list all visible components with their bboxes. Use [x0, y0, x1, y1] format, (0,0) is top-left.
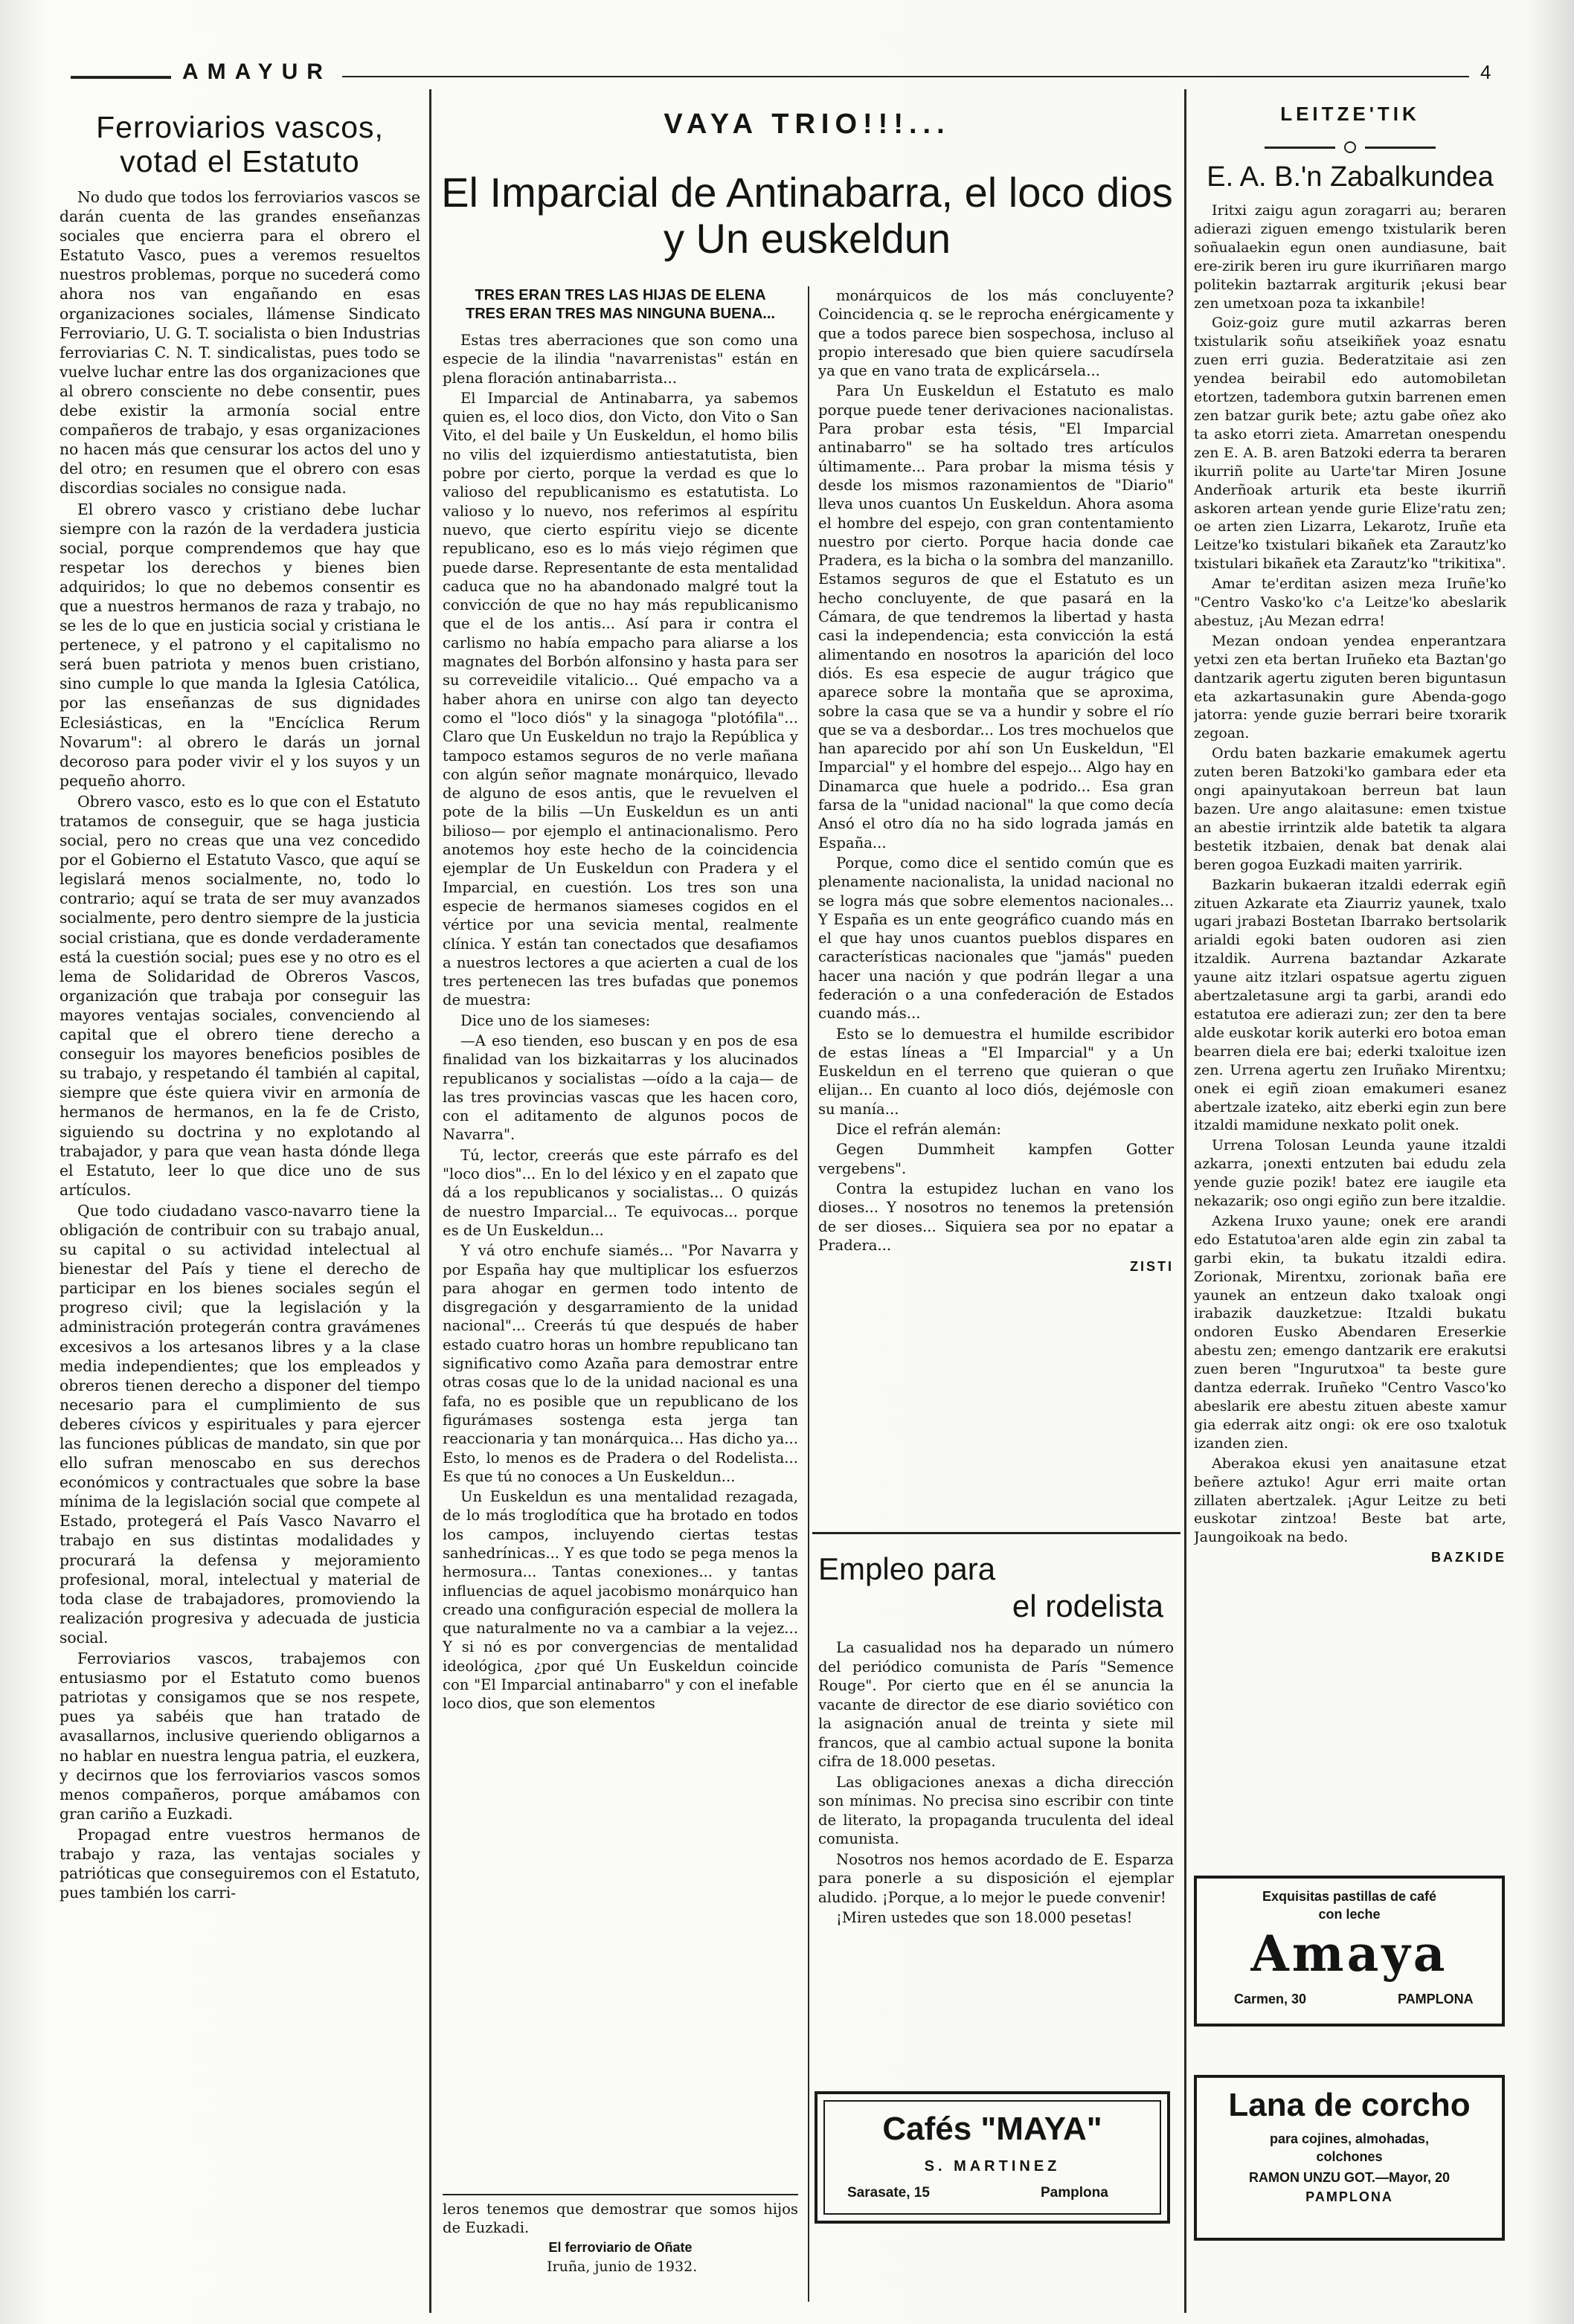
right-paragraph: Bazkarin bukaeran itzaldi ederrak egiñ zituen Azkarate eta Ziaurriz yaunek, txalo ugari jrabazi Bostetan Ibarrako bertsolarik arialdi egoki baten oudoren asi zien itzaldik. Aurrena baztandar Azkarate yaune aitz itzlari ospatsue agertu ziguen abertzaletasune argi ta garbi, arandi edo estatutoa ere adierazi zun; zer den ta bere alde euskotar korik auterki ero botoa eman bearren diela ere bai; ederki txaloitue izen zen. Urrena agertu zen Iruñako Mirentxu; onek ei egiñ zioan emakumeri esanez abertzale izateko, aitz eberki egin zun bere itzaldi mamidune nexkato polit onek.	[1194, 876, 1506, 1134]
column-rule-1	[429, 89, 431, 2313]
right-paragraph: Aberakoa ekusi yen anaitasune etzat beñere aztuko! Agur erri maite ortan zillaten abertzalek. ¡Agur Leitze zu beti euskotar zintzoa! Beste bat arte, Jaungoikoak na bedo.	[1194, 1455, 1506, 1546]
amaya-brand: Amaya	[1250, 1925, 1448, 1983]
middle-paragraph: Esto se lo demuestra el humilde escribidor de estas líneas a "El Imparcial" y a Un Euskeldun en el terreno que quieran o que elijan... En cuanto al loco diós, dejémosle con su manía...	[818, 1025, 1174, 1118]
ad-cafes-maya	[815, 2091, 1170, 2224]
ornament-rule-left	[1265, 147, 1335, 149]
middle-paragraph: Contra la estupidez luchan en vano los dioses... Y nosotros no tenemos la pretensión de ser dioses... Siquiera sea por no epatar a Pradera...	[818, 1179, 1174, 1254]
empleo-title-line2: el rodelista	[1012, 1589, 1163, 1623]
empleo-article	[818, 1551, 1174, 2071]
right-header: LEITZE'TIK	[1280, 103, 1420, 125]
middle-paragraph: Gegen Dummheit kampfen Gotter vergebens".	[818, 1141, 1174, 1177]
middle-article-col2	[818, 286, 1174, 1525]
right-article-title: E. A. B.'n Zabalkundea	[1207, 161, 1494, 193]
right-paragraph: Iritxi zaigu agun zoragarri au; beraren adierazi ziguen emengo txistularik beren soñualaekin egun onen aundiasune, bait ere-zirik beren iru gure ikurriñaren margo politekin baztarrak argiturik ¡ekusi bear zen umetxoan poza ta ixkanbile!	[1194, 202, 1506, 312]
middle-headline: El Imparcial de Antinabarra, el loco dios y Un euskeldun	[441, 169, 1173, 262]
masthead	[71, 59, 1499, 89]
left-article	[60, 110, 420, 2311]
ornament-rule-right	[1365, 147, 1436, 149]
right-paragraph: Urrena Tolosan Leunda yaune itzaldi azkarra, ¡onexti entzuten bai edudu zela yende guzie pozik! batez ere iaugile eta nekazarik; oso ongi egiño zun bere itzaldie.	[1194, 1137, 1506, 1210]
middle-paragraph: Para Un Euskeldun el Estatuto es malo porque puede tener derivaciones nacionalistas. Para probar esta tésis, "El Imparcial antinabarro" se ha soltado tres artículos últimamente... Para probar la misma tésis y desde los mismos razonamientos de "Diario" lleva unos cuantos Un Euskeldun. Ahora asoma el hombre del espejo, con gran contentamiento nuestro por cierto. Porque hacia donde cae Pradera, es la bicha o la sombra del manzanillo. Estamos seguros de que el Estatuto es un hecho concluyente, de que pasará en la Cámara, de que tendremos la libertad y hasta casi la independencia; esta convicción la está alimentando en nosotros la aparición del loco diós. Es esa especie de augur trágico que aparece sobre la montaña que se aproxima, sobre la casa que se va a hundir y sobre el río que se va a desbordar... Los tres mochuelos que han aparecido por ahí son Un Euskeldun, "El Imparcial" y el hombre del espejo... Algo hay en Dinamarca que huele a podrido... Esa gran farsa de la "unidad nacional" la que como decía Ansó el otro día no ha sido lograda jamás en España...	[818, 382, 1174, 852]
right-article-body	[1194, 202, 1506, 1547]
empleo-paragraph: Las obligaciones anexas a dicha dirección son mínimas. No precisa sino escribir con tinte de literato, la propaganda truculenta del ideal comunista.	[818, 1773, 1174, 1847]
empleo-paragraph: Nosotros nos hemos acordado de E. Esparza para ponerle a su disposición el ejemplar aludido. ¡Porque, a lo mejor le puede convenir!	[818, 1850, 1174, 1906]
left-article-body	[60, 187, 420, 1902]
column-rule-2	[1184, 89, 1186, 2313]
tail-text: leros tenemos que demostrar que somos hijos de Euzkadi.	[443, 2201, 798, 2236]
empleo-title-line1: Empleo para	[818, 1551, 996, 1586]
middle-col1-body	[443, 331, 798, 1713]
right-paragraph: Azkena Iruxo yaune; onek ere arandi edo Estatutoa'aren alde egin zin zabal ta garbi ekin, ta bukatu itzaldi edira. Zorionak, Mirentxu, zorionak baña ere yaunek an entzeun dako txaloak ongi irabazik dauzketzue: Itzaldi bukatu ondoren Eusko Abendaren Ereserkie abestu zen; emengo dantzarik ere erakutsi zuen beren "Ingurutxoa" ta beste gure dantza ederrak. Iruñeko "Centro Vasco'ko abeslarik ere abestu zituen abeste xamur gia ederrak aitz ongi: ok ere oso txalotuk izanden zien.	[1194, 1212, 1506, 1452]
ferroviarios-tail	[443, 2194, 798, 2315]
middle-paragraph: —A eso tienden, eso buscan y en pos de esa finalidad van los bizkaitarras y los alucinados republicanos y socialistas —oído a la caja— de las tres provincias vascas que les hacen coro, con el aditamento de algunos pocos de Navarra".	[443, 1031, 798, 1144]
middle-paragraph: El Imparcial de Antinabarra, ya sabemos quien es, el loco dios, don Victo, don Vito o San Vito, el del baile y Un Euskeldun, el homo bilis no vilis del izquierdismo antiestatutista, bien pobre por cierto, porque la verdad es que lo valioso del republicanismo es estatutista. Lo valioso y lo nuevo, nos referimos al espíritu nuevo, que cierto espíritu viejo se dicente republicano, eso es lo más viejo régimen que puede darse. Representante de esta mentalidad caduca que no ha abandonado malgré tout la convicción de que no hay más republicanismo que el de los antis... Así para ir contra el carlismo no había empacho para aliarse a los magnates del Borbón alfonsino y hasta para ser su correveidile vitalicio... Qué empacho va a haber ahora en unirse con algo tan deyecto como el "loco diós" y la sinagoga "plotófila"... Claro que Un Euskeldun no trajo la República y tampoco estamos seguros de no verle mañana con algún señor magnate monárquico, llevado de alguno de esos antis, que le revuelven el pote de la bilis —Un Euskeldun es un anti bilioso— por ejemplo el antinacionalismo. Pero anotemos hoy este hecho de la coincidencia ejemplar de Un Euskeldun con Pradera y el Imparcial, en cuestión. Los tres son una especie de hermanos siameses cogidos en el vértice por una sevicia mental, realmente clínica. Y están tan conectados que desafiamos a nuestros lectores a que acierten a cual de los tres pertenecen las tres bufadas que ponemos de muestra:	[443, 389, 798, 1009]
empleo-body	[818, 1638, 1174, 1928]
cafes-street: Sarasate, 15	[847, 2185, 930, 2201]
lana-line1: para cojines, almohadas,	[1269, 2131, 1430, 2146]
page-number: 4	[1480, 61, 1491, 83]
middle-paragraph: Porque, como dice el sentido común que es plenamente nacionalista, la unidad nacional no se logra más que sobre elementos nacionales... Y España es un ente geográfico cuando más en el que hay unos cuantos pueblos dispares en características nacionales que "jamás" pueden hacer una nación y que podrán llegar a una federación o a una confederación de Estados cuando más...	[818, 854, 1174, 1023]
lana-line2: colchones	[1316, 2149, 1383, 2164]
right-article	[1194, 160, 1506, 1841]
middle-paragraph: Tú, lector, creerás que este párrafo es del "loco dios"... En lo del léxico y en el zapato que dá a los republicanos y socialistas... O quizás de nuestro Imparcial... Te equivocas... porque es de Un Euskeldun...	[443, 1146, 798, 1239]
tail-signature: El ferroviario de Oñate	[548, 2240, 693, 2255]
cafes-owner: S. MARTINEZ	[924, 2158, 1061, 2175]
masthead-rule-right	[342, 76, 1469, 77]
lana-title: Lana de corcho	[1228, 2087, 1471, 2123]
middle-paragraph: monárquicos de los más concluyente? Coincidencia q. se le reprocha enérgicamente y que a todos parece bien sospechosa, incluso al propio interesado que bien quiere sacudírsela ya que en vano trata de explicársela...	[818, 287, 1174, 380]
ad-amaya	[1194, 1876, 1505, 2027]
column-rule-middle	[808, 286, 809, 2302]
middle-paragraph: Dice uno de los siameses:	[460, 1011, 651, 1029]
empleo-paragraph: La casualidad nos ha deparado un número del periódico comunista de París "Semence Rouge". Por cierto que en él se anuncia la vacante de director de ese diario soviético con la asignación anual de treinta y siete mil francos, que al cambio actual supone la bonita cifra de 18.000 pesetas.	[818, 1639, 1174, 1770]
left-paragraph: Propagad entre vuestros hermanos de trabajo y raza, las ventajas sociales y patrióticas que conseguiremos con el Estatuto, pues también los carri-	[60, 1825, 420, 1902]
right-paragraph: Amar te'erditan asizen meza Iruñe'ko "Centro Vasko'ko c'a Leitze'ko abeslarik abestuz, ¡Au Mezan edrra!	[1194, 576, 1506, 629]
middle-paragraph: Y vá otro enchufe siamés... "Por Navarra y por España hay que multiplicar los esfuerzos para ahogar en germen todo intento de disgregación y desgarramiento de la unidad nacional"... Creerás tú que después de haber estado cuatro horas un hombre republicano tan significativo como Azaña para demostrar entre otras cosas que lo de la unidad nacional es una fafa, no es posible que un republicano de los figurámases sostenga esta jerga tan reaccionaria y tan monárquica... Has dicho ya... Esto, lo menos es de Pradera o del Rodelista... Es que tú no conoces a Un Euskeldun...	[443, 1242, 798, 1485]
empleo-paragraph: ¡Miren ustedes que son 18.000 pesetas!	[836, 1909, 1133, 1926]
left-paragraph: El obrero vasco y cristiano debe luchar siempre con la razón de la verdadera justicia social, porque comprendemos que hay que respetar los derechos y bienes bien adquiridos; lo que no debemos consentir es que a nuestros hermanos de raza y trabajo, no se les de lo que en justicia social y cristiana le pertenece, y el patrono y el capitalismo no será buen patriota y menos buen cristiano, sino cumple lo que manda la Iglesia Católica, por las enseñanzas de sus dignidades Eclesiásticas, en la "Encíclica Rerum Novarum": al obrero le darás un jornal decoroso para poder vivir el y los suyos y un pequeño ahorro.	[60, 500, 420, 790]
left-paragraph: Obrero vasco, esto es lo que con el Estatuto tratamos de conseguir, que se haga justicia social, pero no creas que una vez concedido por el Gobierno el Estatuto Vasco, que aquí se legislará menos socialmente, no, todo lo contrario; aquí se trata de ser muy avanzados socialmente, pero dentro siempre de la justicia social cristiana, que es donde verdaderamente está la cuestión social; pues ese y no otro es el lema de Solidaridad de Obreros Vascos, organización que trabaja por conseguir las mayores ventajas sociales, convenciendo al capital que el obrero tiene derecho a conseguir los mayores beneficios posibles de su trabajo, y respetando él también al capital, siempre que éste quiera vivir en armonía de hermanos de hermanos, en la fe de Cristo, siguiendo su doctrina y no explotando al trabajador, y para que vean hasta dónde llega el Estatuto, leer lo que dice uno de sus artículos.	[60, 792, 420, 1199]
ad-lana-de-corcho	[1194, 2075, 1505, 2241]
left-paragraph: Ferroviarios vascos, trabajemos con entusiasmo por el Estatuto como buenos patriotas y consigamos que se nos respete, pues ya sabéis que han tratado de avasallarnos, inclusive queriendo obligarnos a no hablar en nuestra lengua patria, el euzkera, y decirnos que los ferroviarios vascos somos menos compañeros, porque amábamos con gran cariño a Euzkadi.	[60, 1649, 420, 1823]
right-paragraph: Ordu baten bazkarie emakumek agertu zuten beren Batzoki'ko gambara eder eta ongi apainyutakoan berreun bat laun bazen. Ure ango alaitasune: emen txistue an abestie irrintzik alde batetik ta algara bestetik itzbaien, denak bat denak alai beren gogoa Euzkadi maiten yarririk.	[1194, 745, 1506, 873]
middle-article-col1	[443, 286, 798, 2175]
left-paragraph: No dudo que todos los ferroviarios vascos se darán cuenta de las grandes enseñanzas sociales que encierra para el obrero el Estatuto Vasco, pues a veremos resueltos nuestros problemas, porque no sucederá como ahora nos van engañando en esas organizaciones sociales, llámense Sindicato Ferroviario, U. G. T. socialista o bien Industrias ferroviarias C. N. T. sindicalistas, pues todo se vuelve luchar entre las dos organizaciones que al obrero consciente no debe consentir, pues debe existir la armonía social entre compañeros de trabajo, y esas organizaciones no hacen más que censurar los actos del uno y del otro; en resumen que el obrero con esas discordias sociales no consigue nada.	[60, 188, 420, 498]
empleo-title	[818, 1551, 1174, 1625]
cafes-brand: Cafés "MAYA"	[882, 2111, 1102, 2147]
middle-subhead	[443, 286, 798, 324]
amaya-top-line1: Exquisitas pastillas de café	[1262, 1889, 1437, 1904]
tail-dateline: Iruña, junio de 1932.	[547, 2259, 698, 2275]
masthead-rule-left	[71, 76, 171, 79]
zisti-signature: ZISTI	[1130, 1259, 1174, 1275]
middle-paragraph: Estas tres aberraciones que son como una especie de la ilindia "navarrenistas" están en plena floración antinabarrista...	[443, 332, 798, 387]
middle-kicker: VAYA TRIO!!!...	[664, 109, 951, 140]
right-paragraph: Mezan ondoan yendea enperantzara yetxi zen eta bertan Iruñeko eta Baztan'go dantzarik agertu ziguten beren biguntasun eta azkartasunakin gure Abenda-gogo jatorra: yende guzie berrari beire txorarik zegoan.	[1194, 632, 1506, 742]
cafes-city: Pamplona	[1041, 2185, 1108, 2201]
right-paragraph: Goiz-goiz gure mutil azkarras beren txistularik soñu atseikiñek yoaz esnatu zuen erri guzia. Bederatzitaie asi zen yendea beirabil edo automobiletan etortzen, tadembora gutxin barrenen emen zen batzar gurik bete; aztu gabe oñez ako ta asko etorri zieta. Amarretan onespendu zen E. A. B. aren Batzoki ederra ta beraren ikurriñ polite au Uarte'tar Miren Josune Anderñoak arturik eta beste ikurriñ askoren artean yende gurie Elize'ratu zen; oe arten zien Lizarra, Lekarotz, Iruñe eta Leitze'ko txistulari bikañek eta Zarautz'ko txistulari bikañek eta Zarautz'ko "trikitixa".	[1194, 315, 1506, 573]
lana-city: PAMPLONA	[1305, 2189, 1393, 2204]
ornament-dot	[1344, 141, 1356, 153]
left-title-line1: Ferroviarios vascos,	[96, 110, 384, 144]
subhead-line2: TRES ERAN TRES MAS NINGUNA BUENA...	[466, 306, 775, 322]
masthead-name: AMAYUR	[182, 59, 332, 84]
lana-seller: RAMON UNZU GOT.—Mayor, 20	[1248, 2170, 1451, 2185]
subhead-line1: TRES ERAN TRES LAS HIJAS DE ELENA	[475, 287, 766, 303]
bazkide-signature: BAZKIDE	[1431, 1550, 1506, 1565]
empleo-top-rule	[812, 1532, 1180, 1534]
middle-col2-body	[818, 286, 1174, 1255]
middle-paragraph: Dice el refrán alemán:	[836, 1121, 1001, 1139]
amaya-city: PAMPLONA	[1398, 1992, 1474, 2006]
left-paragraph: Que todo ciudadano vasco-navarro tiene la obligación de contribuir con su trabajo anual, su capital o su actividad intelectual al bienestar del País y tiene el derecho de participar en los bienes sociales según el progreso civil; que la legislación y la administración protegerán contra gravámenes excesivos a los artesanos libres y a la clase media independientes; que los empleados y obreros tienen derecho a disponer del tiempo necesario para el cumplimiento de sus deberes cívicos y espirituales y para ejercer las funciones públicas de mandato, sin que por ello sufran menoscabo en sus derechos económicos y contractuales que sobre la base mínima de la legislación social que compete al Estado, protegerá el País Vasco Navarro el trabajo en sus distintas modalidades y procurará la defensa y mejoramiento profesional, moral, intelectual y material de toda clase de trabajadores, promoviendo la realización progresiva y adecuada de justicia social.	[60, 1201, 420, 1647]
amaya-street: Carmen, 30	[1234, 1992, 1307, 2006]
right-header-ornament	[1265, 143, 1436, 153]
amaya-top-line2: con leche	[1318, 1907, 1381, 1922]
middle-paragraph: Un Euskeldun es una mentalidad rezagada, de lo más troglodítica que ha brotado en todos los campos, incluyendo ciertas testas sanhedrínicas... Y es que todo se pega menos la hermosura... Tantas conexiones... y tantas influencias de aquel jacobismo monárquico han creado una configuración especial de mollera la que naturalmente no va a cambiar a la vejez... Y si nó es por convergencias de mentalidad ideológica, ¿por qué Un Euskeldun coincide con "El Imparcial antinabarro" y con el inefable loco dios, que son elementos	[443, 1488, 798, 1713]
left-title-line2: votad el Estatuto	[120, 144, 360, 178]
left-article-title	[60, 110, 420, 178]
